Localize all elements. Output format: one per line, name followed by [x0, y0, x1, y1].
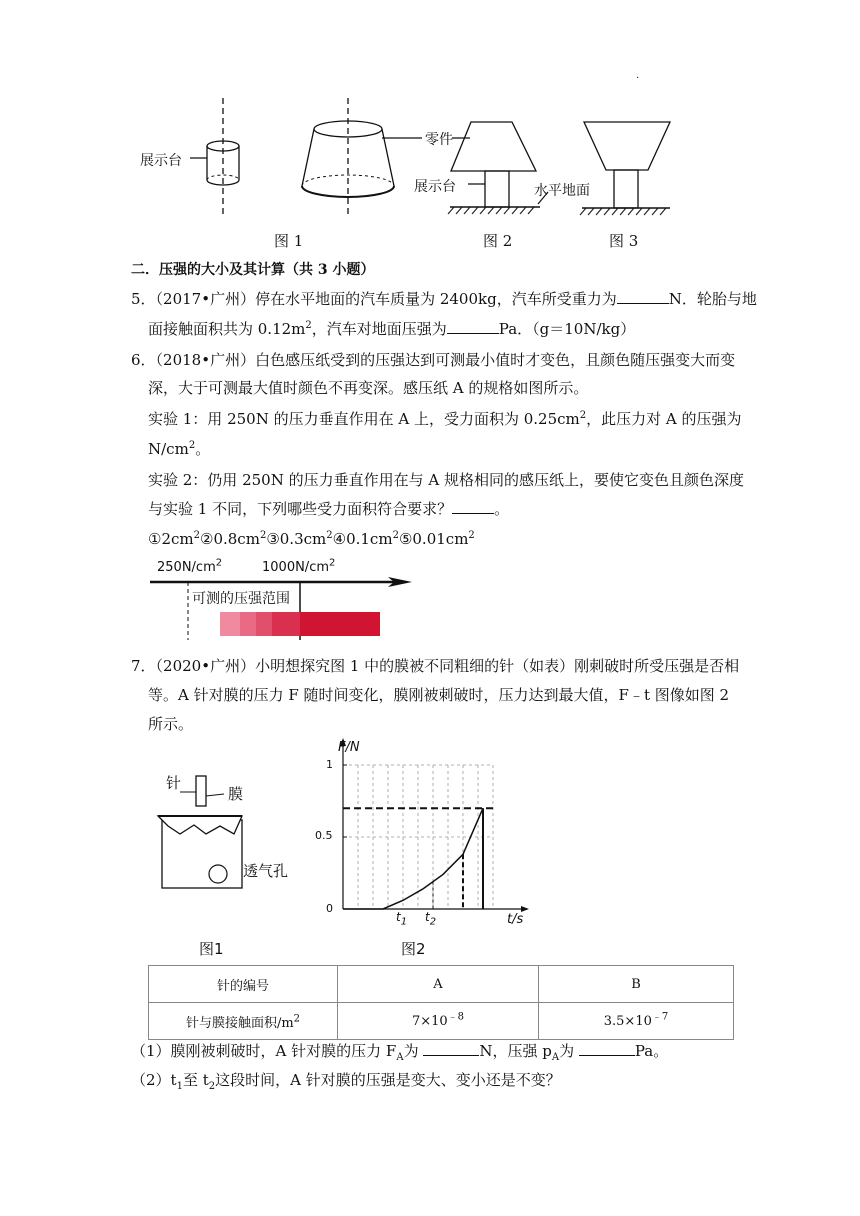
color-swatch	[300, 612, 380, 636]
force-time-chart	[310, 736, 540, 936]
q6-exp1-sup: 2	[579, 410, 587, 421]
q5-line2	[148, 318, 635, 340]
color-swatch	[256, 612, 272, 636]
q6-options	[148, 528, 475, 550]
chart-ytick-05: 0.5	[315, 829, 333, 842]
q7-sub2: $(2)t_1$至 $t_2$这段时间，A 针对膜的压强是变大、变小还是不变？	[131, 1071, 561, 1092]
table-header-cell: 针的编号	[149, 966, 338, 1003]
q7-blank-pressure[interactable]	[579, 1041, 635, 1056]
needle-table	[148, 965, 734, 1040]
caption-q7-fig1: 图1	[199, 940, 224, 958]
q7-line3: 所示。	[148, 715, 194, 733]
display-stand-figures	[140, 98, 680, 248]
table-cell: 针与膜接触面积$/m^2$	[149, 1003, 338, 1040]
q7-sub1: （1）膜刚被刺破时，A 针对膜的压力 $F_A$为 N，压强 $p_A$为 Pa。	[131, 1042, 669, 1063]
q6-option-5: $⑤0.01cm^2$	[398, 530, 475, 548]
label-film: 膜	[228, 785, 244, 803]
q7-text-1: （2020•广州）小明想探究图 1 中的膜被不同粗细的针（如表）刚刺破时所受压强是否相	[155, 657, 740, 675]
table-cell: $3.5\times 10^{﹣7}$	[539, 1003, 734, 1040]
q6-option-2: $②0.8cm^2$	[200, 530, 267, 548]
q6-option-1: $①2cm^2$	[148, 530, 200, 548]
q5-sup: 2	[305, 320, 312, 331]
table-row	[149, 1003, 734, 1040]
q5-text-b: N．轮胎与地	[668, 290, 757, 308]
q7-line1	[131, 655, 739, 677]
scale-label-max: $1000N/cm^2$	[262, 557, 336, 575]
section-heading: 二．压强的大小及其计算（共 3 小题）	[131, 262, 375, 278]
q7-line2: 等。A 针对膜的压力 F 随时间变化，膜刚被刺破时，压力达到最大值，F﹣t 图像如图 2	[148, 686, 730, 704]
q6-exp1-d: 。	[195, 440, 211, 458]
color-swatch	[220, 612, 240, 636]
color-swatch	[272, 612, 300, 636]
pressure-color-strip	[220, 612, 380, 636]
q5-blank-pressure[interactable]	[447, 319, 499, 334]
q6-exp2-c: 。	[494, 500, 510, 518]
caption-fig1: 图 1	[274, 232, 304, 250]
q7-number: 7．	[131, 657, 156, 675]
q6-line2: 深，大于可测最大值时颜色不再变深。感压纸 A 的规格如图所示。	[148, 379, 589, 397]
q5-text-e: Pa．（g＝10N/kg）	[498, 320, 636, 338]
caption-q7-fig2: 图2	[401, 940, 426, 958]
chart-ytick-1: 1	[326, 758, 333, 771]
chart-axes	[340, 738, 529, 912]
table-row	[149, 966, 734, 1003]
chart-ytick-0: 0	[326, 902, 333, 915]
q6-option-4: $④0.1cm^2$	[332, 530, 399, 548]
scale-label-min: $250N/cm^2$	[157, 557, 223, 575]
q6-blank-options[interactable]	[452, 499, 494, 514]
q6-exp1-a: 实验 1：用 250N 的压力垂直作用在 A 上，受力面积为 0.25cm	[148, 410, 580, 428]
corner-dot: .	[636, 70, 640, 81]
q6-exp2-line1: 实验 2：仍用 250N 的压力垂直作用在与 A 规格相同的感压纸上，要使它变色且颜色深度	[148, 471, 744, 489]
color-swatch	[240, 612, 256, 636]
q6-exp1-b: ，此压力对 A 的压强为	[586, 410, 742, 428]
q5-blank-gravity[interactable]	[617, 289, 669, 304]
q5-text-a: （2017•广州）停在水平地面的汽车质量为 2400kg，汽车所受重力为	[155, 290, 617, 308]
label-needle: 针	[166, 774, 182, 792]
q6-exp1-c: N/cm	[148, 440, 189, 458]
scale-range-label: 可测的压强范围	[192, 591, 290, 607]
q5-text-d: ，汽车对地面压强为	[311, 320, 447, 338]
caption-fig3: 图 3	[609, 232, 639, 250]
q5-number: 5．	[131, 290, 156, 308]
q7-blank-force[interactable]	[423, 1041, 479, 1056]
q6-text-1: （2018•广州）白色感压纸受到的压强达到可测最小值时才变色，且颜色随压强变大而变	[155, 351, 736, 369]
label-part: 零件	[425, 132, 453, 148]
chart-xtick-t2: $t_2$	[425, 910, 437, 928]
q6-line1	[131, 349, 735, 371]
chart-ylabel: F/N	[338, 740, 360, 755]
caption-fig2: 图 2	[483, 232, 513, 250]
q6-number: 6．	[131, 351, 156, 369]
table-header-cell: B	[539, 966, 734, 1003]
label-vent-hole: 透气孔	[243, 862, 289, 880]
q6-exp2-b: 与实验 1 不同，下列哪些受力面积符合要求？	[148, 500, 453, 518]
q5-line1	[131, 288, 757, 310]
label-ground: 水平地面	[534, 183, 590, 199]
q6-exp1	[148, 408, 742, 430]
q6-exp1-c-sup: 2	[188, 440, 196, 451]
table-cell: $7\times 10^{﹣8}$	[338, 1003, 539, 1040]
table-header-cell: A	[338, 966, 539, 1003]
chart-xtick-t1: $t_1$	[396, 910, 408, 928]
q6-option-3: $③0.3cm^2$	[266, 530, 333, 548]
label-stand-fig2: 展示台	[414, 179, 456, 195]
chart-xlabel: t/s	[507, 912, 524, 927]
q6-exp1-unit	[148, 438, 210, 460]
label-stand-fig1: 展示台	[140, 153, 182, 169]
q6-exp2-line2	[148, 498, 509, 520]
q5-text-c: 面接触面积共为 0.12m	[148, 320, 306, 338]
